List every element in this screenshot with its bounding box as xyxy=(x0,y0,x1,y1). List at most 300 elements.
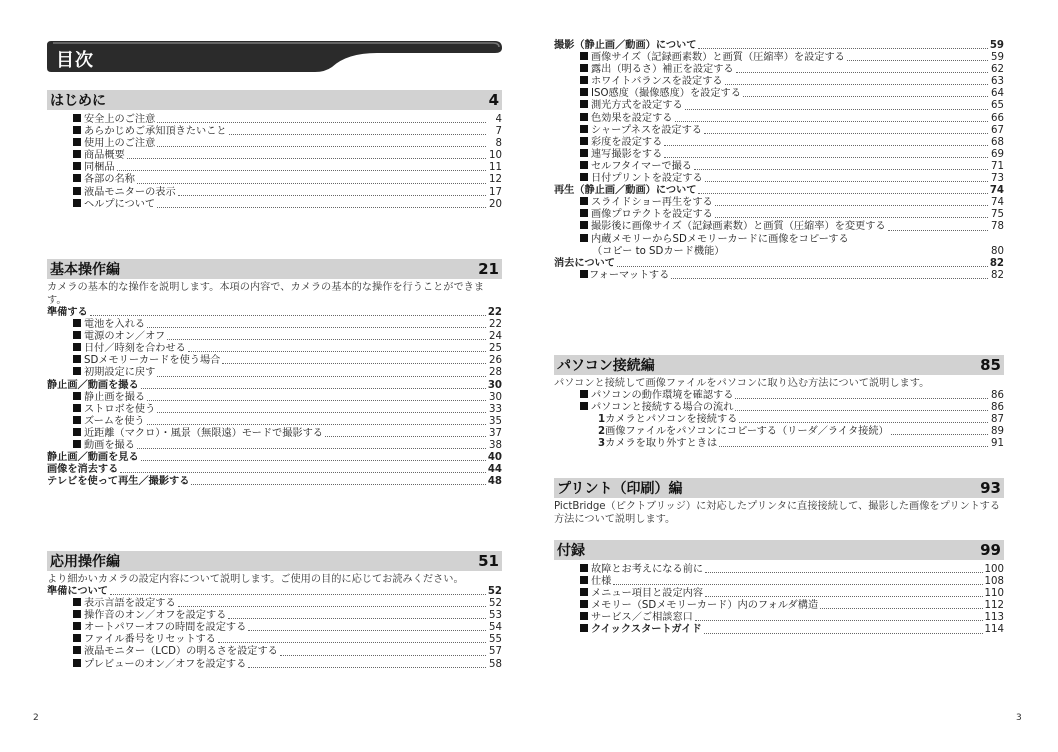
leader-dots xyxy=(325,436,486,437)
toc-entry-label xyxy=(73,598,176,610)
toc-entry[interactable] xyxy=(554,149,1004,161)
toc-entry-page: 58 xyxy=(489,658,502,670)
square-bullet-icon xyxy=(580,600,588,608)
section-print xyxy=(554,478,1004,526)
toc-entry-page: 82 xyxy=(989,257,1004,269)
toc-entry[interactable] xyxy=(554,438,1004,450)
toc-entry[interactable] xyxy=(47,476,502,488)
section-title: プリント（印刷）編 xyxy=(557,481,683,497)
leader-dots xyxy=(695,620,983,621)
toc-entry-label xyxy=(580,402,733,414)
toc-entry[interactable] xyxy=(554,414,1004,426)
toc-entry-label xyxy=(554,185,696,197)
toc-entry-label xyxy=(73,416,145,428)
square-bullet-icon xyxy=(580,52,588,60)
toc-entry-page: 33 xyxy=(489,403,502,415)
toc-entry[interactable] xyxy=(47,187,502,199)
toc-entry-label xyxy=(580,76,723,88)
toc-entry[interactable] xyxy=(554,564,1004,576)
leader-dots xyxy=(110,594,486,595)
leader-dots xyxy=(715,217,988,218)
toc-entry-text: 故障とお考えになる前に xyxy=(591,564,704,575)
toc-entry[interactable] xyxy=(47,634,502,646)
toc-entry-label xyxy=(73,138,155,150)
toc-entry-label xyxy=(554,40,696,52)
toc-entry-page: 25 xyxy=(489,343,502,355)
toc-entry-label xyxy=(47,307,88,319)
square-bullet-icon xyxy=(580,234,588,242)
toc-entry-text: 測光方式を設定する xyxy=(591,100,683,112)
toc-entry-text: 同梱品 xyxy=(84,162,115,174)
toc-entry-text: 使用上のご注意 xyxy=(84,138,156,150)
toc-entry-label xyxy=(580,624,702,636)
toc-entry[interactable] xyxy=(554,137,1004,149)
leader-dots xyxy=(705,596,982,597)
toc-entry-page: 35 xyxy=(489,415,502,427)
toc-entry-label xyxy=(73,199,155,211)
leader-dots xyxy=(90,315,486,316)
toc-entry-page: 91 xyxy=(991,438,1004,450)
square-bullet-icon xyxy=(73,150,81,158)
toc-entry[interactable] xyxy=(554,258,1004,270)
leader-dots xyxy=(725,84,988,85)
toc-entry-page: 66 xyxy=(991,112,1004,124)
toc-entry-page: 86 xyxy=(991,402,1004,414)
section-page: 4 xyxy=(488,91,499,109)
leader-dots xyxy=(613,584,982,585)
square-bullet-icon xyxy=(580,64,588,72)
toc-entry[interactable] xyxy=(554,270,1004,282)
toc-entry-page: 65 xyxy=(991,100,1004,112)
toc-entry-page: 57 xyxy=(489,646,502,658)
toc-entry[interactable] xyxy=(47,464,502,476)
leader-dots xyxy=(141,388,486,389)
toc-entry[interactable] xyxy=(47,174,502,186)
toc-entry[interactable] xyxy=(47,380,502,392)
leader-dots xyxy=(685,109,988,110)
toc-entry-page: 110 xyxy=(984,588,1004,600)
toc-entry[interactable] xyxy=(554,600,1004,612)
section-header xyxy=(554,540,1004,560)
square-bullet-icon xyxy=(73,114,81,122)
toc-entry[interactable] xyxy=(47,610,502,622)
toc-entry-text: ISO感度（撮像感度）を設定する xyxy=(591,88,741,100)
toc-entry-page: 75 xyxy=(991,209,1004,221)
toc-entry-label xyxy=(73,319,145,331)
toc-entry[interactable] xyxy=(47,367,502,379)
square-bullet-icon xyxy=(580,402,588,410)
toc-entry-text: 連写撮影をする xyxy=(591,148,663,160)
toc-entry[interactable] xyxy=(47,404,502,416)
square-bullet-icon xyxy=(580,161,588,169)
toc-entry-text: ズームを使う xyxy=(84,415,145,427)
toc-entry-label xyxy=(580,600,818,612)
toc-entry[interactable] xyxy=(554,40,1004,52)
toc-entry-page: 44 xyxy=(487,464,502,476)
toc-entry[interactable] xyxy=(47,307,502,319)
leader-dots xyxy=(736,72,988,73)
leader-dots xyxy=(147,400,486,401)
toc-entry-page: 64 xyxy=(991,88,1004,100)
toc-entry-page: 74 xyxy=(989,185,1004,197)
toc-entry[interactable] xyxy=(47,126,502,138)
leader-dots xyxy=(705,181,988,182)
toc-entry-page: 48 xyxy=(487,476,502,488)
section-header xyxy=(47,551,502,571)
leader-dots xyxy=(178,606,486,607)
toc-entry-page: 17 xyxy=(489,186,502,198)
section-title: はじめに xyxy=(50,93,106,109)
toc-entry-label xyxy=(47,464,118,476)
toc-entry[interactable] xyxy=(47,343,502,355)
toc-entry-text: 消去について xyxy=(554,257,615,269)
square-bullet-icon xyxy=(580,576,588,584)
toc-entry-text: 色効果を設定する xyxy=(591,112,673,124)
toc-entry-text: 画像ファイルをパソコンにコピーする（リーダ／ライタ接続） xyxy=(605,426,889,438)
toc-entry-label xyxy=(580,137,662,149)
square-bullet-icon xyxy=(580,88,588,96)
toc-entry[interactable] xyxy=(47,199,502,211)
toc-entry[interactable] xyxy=(47,162,502,174)
toc-entry[interactable] xyxy=(554,402,1004,414)
toc-entry-text: 画像を消去する xyxy=(47,464,119,476)
toc-entry[interactable] xyxy=(47,355,502,367)
toc-entry-label xyxy=(73,114,155,126)
toc-entry-text: ストロボを使う xyxy=(84,403,156,415)
section-page: 99 xyxy=(980,541,1001,559)
toc-entry-page: 52 xyxy=(487,586,502,597)
toc-entry[interactable] xyxy=(47,331,502,343)
leader-dots xyxy=(698,48,987,49)
toc-entry-page: 63 xyxy=(991,76,1004,88)
toc-entry-page: 11 xyxy=(489,162,502,174)
toc-entry[interactable] xyxy=(554,209,1004,221)
leader-dots xyxy=(698,193,987,194)
leader-dots xyxy=(705,572,982,573)
toc-entry[interactable] xyxy=(47,428,502,440)
leader-dots xyxy=(719,446,988,447)
toc-entry-label xyxy=(580,100,683,112)
section-list xyxy=(47,307,502,488)
toc-entry-text: 静止画／動画を見る xyxy=(47,452,139,464)
square-bullet-icon xyxy=(73,162,81,170)
leader-dots xyxy=(137,448,486,449)
toc-entry-page: 59 xyxy=(989,40,1004,51)
toc-entry-text: 撮影後に画像サイズ（記録画素数）と画質（圧縮率）を変更する xyxy=(591,221,886,233)
toc-entry[interactable] xyxy=(554,624,1004,636)
leader-dots xyxy=(694,169,988,170)
toc-entry-page: 114 xyxy=(984,624,1004,636)
section-page: 85 xyxy=(980,356,1001,374)
toc-entry-page: 80 xyxy=(991,245,1004,257)
leader-dots xyxy=(891,434,988,435)
square-bullet-icon xyxy=(73,331,81,339)
toc-entry-page: 69 xyxy=(991,148,1004,160)
section-furoku xyxy=(554,540,1004,637)
toc-entry-page: 24 xyxy=(489,331,502,343)
toc-entry[interactable] xyxy=(554,246,1004,258)
toc-entry[interactable] xyxy=(554,161,1004,173)
square-bullet-icon xyxy=(580,612,588,620)
section-list xyxy=(47,114,502,211)
toc-entry[interactable] xyxy=(554,185,1004,197)
toc-entry-label xyxy=(73,174,135,186)
section-kihon xyxy=(47,259,502,488)
page-number-right: 3 xyxy=(1016,713,1022,723)
toc-entry-page: 100 xyxy=(984,564,1004,575)
toc-entry[interactable] xyxy=(47,150,502,162)
leader-dots xyxy=(147,424,486,425)
toc-entry-text: 準備する xyxy=(47,307,88,318)
toc-entry[interactable] xyxy=(47,319,502,331)
square-bullet-icon xyxy=(73,355,81,363)
square-bullet-icon xyxy=(580,113,588,121)
step-number: 1 xyxy=(598,414,606,426)
toc-entry-text: 準備について xyxy=(47,586,108,597)
toc-entry-page: 59 xyxy=(991,52,1004,64)
leader-dots xyxy=(157,412,486,413)
section-page: 93 xyxy=(980,479,1001,497)
section-list xyxy=(554,390,1004,450)
toc-entry-label xyxy=(580,588,703,600)
toc-entry-page: 73 xyxy=(991,173,1004,185)
section-header xyxy=(554,478,1004,498)
toc-entry-page: 62 xyxy=(991,64,1004,76)
toc-entry-page: 37 xyxy=(489,427,502,439)
toc-entry[interactable] xyxy=(47,416,502,428)
section-oyou-continued xyxy=(554,40,1004,282)
section-header xyxy=(47,259,502,279)
leader-dots xyxy=(280,655,486,656)
toc-entry-text: 液晶モニター（LCD）の明るさを設定する xyxy=(84,646,278,658)
square-bullet-icon xyxy=(580,137,588,145)
toc-entry-text: クイックスタートガイド xyxy=(591,624,702,636)
toc-entry-text: サービス／ご相談窓口 xyxy=(591,612,693,624)
section-title: パソコン接続編 xyxy=(557,358,655,374)
toc-entry-text: 表示言語を設定する xyxy=(84,598,176,610)
toc-entry-label xyxy=(580,576,611,588)
section-description: パソコンと接続して画像ファイルをパソコンに取り込む方法について説明します。 xyxy=(554,378,930,389)
toc-entry-text: 静止画を撮る xyxy=(84,391,146,403)
toc-entry-text: 彩度を設定する xyxy=(591,136,663,148)
toc-entry-page: 53 xyxy=(489,610,502,622)
toc-entry-page: 28 xyxy=(489,367,502,379)
square-bullet-icon xyxy=(73,343,81,351)
toc-entry[interactable] xyxy=(554,76,1004,88)
toc-entry-text: 操作音のオン／オフを設定する xyxy=(84,610,227,622)
toc-entry-label xyxy=(73,646,278,658)
banner-shape xyxy=(47,39,502,75)
toc-entry-label xyxy=(73,355,220,367)
toc-entry[interactable] xyxy=(47,586,502,598)
toc-entry-text: 近距離（マクロ）・風景（無限遠）モードで撮影する xyxy=(84,427,323,439)
leader-dots xyxy=(671,278,988,279)
toc-entry[interactable] xyxy=(554,88,1004,100)
toc-entry-text: 初期設定に戻す xyxy=(84,367,156,379)
toc-entry-page: 74 xyxy=(991,197,1004,209)
section-header xyxy=(47,90,502,110)
toc-entry-page: 40 xyxy=(487,452,502,464)
toc-entry-page: 78 xyxy=(991,221,1004,233)
toc-entry-label xyxy=(580,88,741,100)
toc-entry-text: あらかじめご承知頂きたいこと xyxy=(84,126,227,138)
toc-entry-page: 30 xyxy=(487,379,502,391)
toc-entry-text: 電池を入れる xyxy=(84,319,146,331)
toc-entry[interactable] xyxy=(554,221,1004,233)
toc-entry-text: 安全上のご注意 xyxy=(84,114,156,125)
toc-entry-page: 52 xyxy=(489,598,502,610)
leader-dots xyxy=(735,410,988,411)
toc-entry[interactable] xyxy=(47,646,502,658)
toc-entry-text: 静止画／動画を撮る xyxy=(47,379,139,391)
toc-entry-label xyxy=(73,404,155,416)
leader-dots xyxy=(847,60,988,61)
leader-dots xyxy=(664,145,988,146)
leader-dots xyxy=(120,472,486,473)
toc-entry[interactable] xyxy=(554,426,1004,438)
toc-entry-text: 再生（静止画／動画）について xyxy=(554,185,697,197)
toc-entry-label xyxy=(580,564,703,576)
toc-entry[interactable] xyxy=(47,598,502,610)
toc-entry[interactable] xyxy=(554,64,1004,76)
leader-dots xyxy=(229,134,486,135)
toc-entry[interactable] xyxy=(47,659,502,671)
page-number-left: 2 xyxy=(33,713,39,723)
toc-entry-page: 87 xyxy=(991,414,1004,426)
toc-entry-text: 日付／時刻を合わせる xyxy=(84,343,186,355)
leader-dots xyxy=(191,484,485,485)
square-bullet-icon xyxy=(73,126,81,134)
toc-entry-label xyxy=(598,414,737,426)
toc-entry[interactable] xyxy=(47,392,502,404)
toc-entry-page: 82 xyxy=(991,269,1004,281)
leader-dots xyxy=(141,460,486,461)
toc-entry-label xyxy=(580,64,734,76)
leader-dots xyxy=(178,195,486,196)
toc-entry[interactable] xyxy=(554,576,1004,588)
square-bullet-icon xyxy=(580,149,588,157)
toc-entry-label xyxy=(47,452,139,464)
step-number: 2 xyxy=(598,426,606,438)
toc-entry-page: 30 xyxy=(489,391,502,403)
toc-entry-text: 商品概要 xyxy=(84,150,125,162)
toc-entry-page: 89 xyxy=(991,426,1004,438)
toc-entry-label xyxy=(580,149,662,161)
toc-entry-text: 撮影（静止画／動画）について xyxy=(554,40,697,51)
section-pasokon xyxy=(554,355,1004,450)
toc-entry-page: 26 xyxy=(489,355,502,367)
toc-entry-text: シャープネスを設定する xyxy=(591,124,702,136)
toc-entry-page: 108 xyxy=(984,576,1004,588)
toc-entry[interactable] xyxy=(554,390,1004,402)
square-bullet-icon xyxy=(73,404,81,412)
toc-entry-text: テレビを使って再生／撮影する xyxy=(47,476,190,488)
toc-entry[interactable] xyxy=(554,588,1004,600)
toc-entry-text: ファイル番号をリセットする xyxy=(84,634,216,646)
toc-entry-text: パソコンと接続する場合の流れ xyxy=(591,402,734,414)
toc-entry-text: 内蔵メモリーからSDメモリーカードに画像をコピーする xyxy=(591,233,849,245)
toc-entry[interactable] xyxy=(47,440,502,452)
section-hajimeni xyxy=(47,90,502,211)
square-bullet-icon xyxy=(73,428,81,436)
toc-entry[interactable] xyxy=(554,52,1004,64)
leader-dots xyxy=(248,667,486,668)
toc-entry-text: SDメモリーカードを使う場合 xyxy=(84,355,221,367)
toc-entry[interactable] xyxy=(554,100,1004,112)
toc-entry-label xyxy=(580,221,886,233)
toc-entry[interactable] xyxy=(554,173,1004,185)
title-banner xyxy=(47,39,502,75)
leader-dots xyxy=(117,170,486,171)
toc-entry-page: 68 xyxy=(991,136,1004,148)
toc-entry-page: 71 xyxy=(991,160,1004,172)
square-bullet-icon xyxy=(73,659,81,667)
toc-entry[interactable] xyxy=(554,113,1004,125)
toc-entry-text: プレビューのオン／オフを設定する xyxy=(84,658,247,670)
section-list xyxy=(554,564,1004,637)
leader-dots xyxy=(127,158,486,159)
toc-entry[interactable] xyxy=(47,622,502,634)
toc-entry-label xyxy=(73,440,135,452)
square-bullet-icon xyxy=(580,270,588,278)
toc-entry-text: フォーマットする xyxy=(589,269,670,281)
toc-entry-text: 露出（明るさ）補正を設定する xyxy=(591,64,734,76)
leader-dots xyxy=(617,266,988,267)
toc-entry-label xyxy=(580,52,845,64)
square-bullet-icon xyxy=(580,100,588,108)
toc-entry-page: 12 xyxy=(489,174,502,186)
leader-dots xyxy=(218,642,486,643)
square-bullet-icon xyxy=(73,367,81,375)
leader-dots xyxy=(157,122,486,123)
square-bullet-icon xyxy=(580,624,588,632)
leader-dots xyxy=(704,633,983,634)
leader-dots xyxy=(675,121,989,122)
leader-dots xyxy=(664,157,988,158)
toc-entry-label xyxy=(73,610,226,622)
toc-entry[interactable] xyxy=(554,234,1004,246)
leader-dots xyxy=(248,630,486,631)
toc-entry[interactable] xyxy=(47,114,502,126)
square-bullet-icon xyxy=(73,392,81,400)
leader-dots xyxy=(167,339,486,340)
toc-entry-text: オートパワーオフの時間を設定する xyxy=(84,622,247,634)
toc-entry-page: 4 xyxy=(495,114,502,125)
square-bullet-icon xyxy=(580,125,588,133)
square-bullet-icon xyxy=(580,588,588,596)
section-title: 応用操作編 xyxy=(50,554,120,570)
toc-entry-text: 各部の名称 xyxy=(84,174,135,186)
square-bullet-icon xyxy=(580,390,588,398)
square-bullet-icon xyxy=(73,610,81,618)
leader-dots xyxy=(704,133,988,134)
toc-entry-text: パソコンの動作環境を確認する xyxy=(591,390,734,401)
toc-entry[interactable] xyxy=(554,197,1004,209)
toc-entry-label xyxy=(580,113,673,125)
section-ouyou xyxy=(47,551,502,671)
toc-entry-label xyxy=(73,622,246,634)
toc-entry-text: 電源のオン／オフ xyxy=(84,331,166,343)
square-bullet-icon xyxy=(73,440,81,448)
toc-entry[interactable] xyxy=(47,452,502,464)
toc-entry-text: セルフタイマーで撮る xyxy=(591,160,692,172)
toc-entry[interactable] xyxy=(47,138,502,150)
toc-entry[interactable] xyxy=(554,125,1004,137)
leader-dots xyxy=(715,205,988,206)
toc-entry[interactable] xyxy=(554,612,1004,624)
toc-entry-text: 日付プリントを設定する xyxy=(591,173,703,185)
toc-entry-label xyxy=(580,234,849,246)
